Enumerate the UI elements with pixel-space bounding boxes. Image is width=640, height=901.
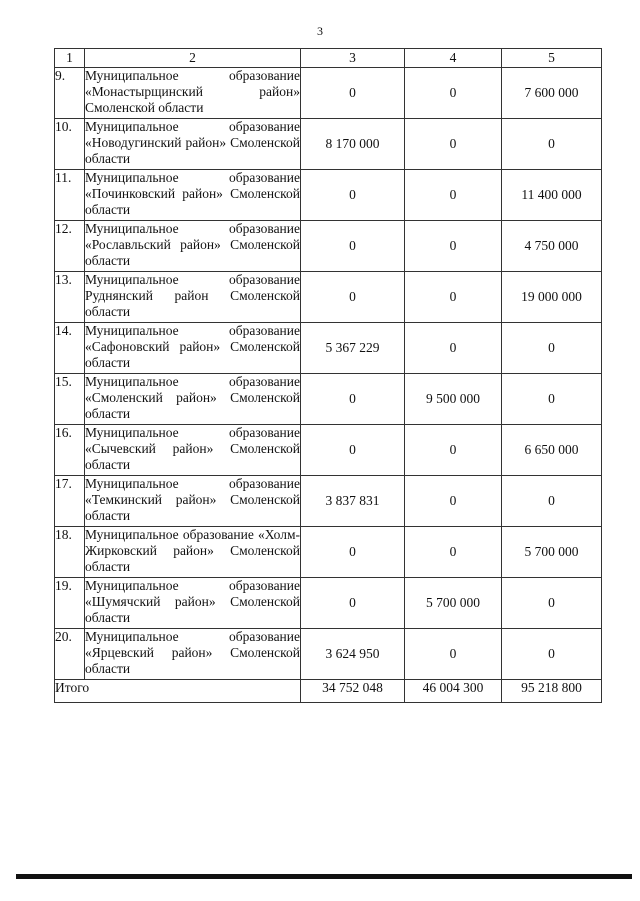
row-number: 10. (55, 119, 85, 170)
value-col-3: 3 837 831 (301, 476, 405, 527)
total-label: Итого (55, 680, 301, 703)
value-col-3: 0 (301, 68, 405, 119)
municipality-name: Муниципальное образование «Починковский район» Смоленской области (85, 170, 301, 221)
row-number: 20. (55, 629, 85, 680)
municipality-name: Муниципальное образование «Шумячский район» Смоленской области (85, 578, 301, 629)
value-col-4: 0 (405, 629, 502, 680)
row-number: 16. (55, 425, 85, 476)
table-row (55, 119, 602, 170)
municipality-name: Муниципальное образование «Темкинский район» Смоленской области (85, 476, 301, 527)
value-col-3: 3 624 950 (301, 629, 405, 680)
value-col-4: 0 (405, 323, 502, 374)
table-row (55, 527, 602, 578)
municipality-name: Муниципальное образование «Монастырщинский район» Смоленской области (85, 68, 301, 119)
value-col-5: 0 (502, 629, 602, 680)
row-number: 19. (55, 578, 85, 629)
row-number: 11. (55, 170, 85, 221)
value-col-5: 0 (502, 374, 602, 425)
column-header-5: 5 (502, 49, 602, 68)
value-col-4: 0 (405, 119, 502, 170)
table-row (55, 425, 602, 476)
row-number: 12. (55, 221, 85, 272)
bottom-rule (16, 874, 632, 879)
table-row (55, 221, 602, 272)
value-col-4: 0 (405, 221, 502, 272)
value-col-4: 0 (405, 170, 502, 221)
row-number: 15. (55, 374, 85, 425)
value-col-5: 4 750 000 (502, 221, 602, 272)
funding-table (54, 48, 602, 703)
value-col-5: 0 (502, 323, 602, 374)
municipality-name: Муниципальное образование Руднянский район Смоленской области (85, 272, 301, 323)
total-col-4: 46 004 300 (405, 680, 502, 703)
value-col-3: 0 (301, 170, 405, 221)
table-row (55, 578, 602, 629)
row-number: 18. (55, 527, 85, 578)
municipality-name: Муниципальное образование «Сафоновский район» Смоленской области (85, 323, 301, 374)
table-row (55, 68, 602, 119)
value-col-3: 0 (301, 578, 405, 629)
row-number: 17. (55, 476, 85, 527)
value-col-3: 8 170 000 (301, 119, 405, 170)
value-col-4: 0 (405, 476, 502, 527)
row-number: 9. (55, 68, 85, 119)
table-row (55, 323, 602, 374)
table-row (55, 629, 602, 680)
value-col-3: 0 (301, 527, 405, 578)
table-row (55, 476, 602, 527)
row-number: 14. (55, 323, 85, 374)
municipality-name: Муниципальное образование «Сычевский район» Смоленской области (85, 425, 301, 476)
value-col-4: 5 700 000 (405, 578, 502, 629)
value-col-5: 11 400 000 (502, 170, 602, 221)
header-row (55, 49, 602, 68)
value-col-5: 0 (502, 578, 602, 629)
total-row (55, 680, 602, 703)
value-col-5: 6 650 000 (502, 425, 602, 476)
value-col-5: 0 (502, 476, 602, 527)
column-header-4: 4 (405, 49, 502, 68)
column-header-2: 2 (85, 49, 301, 68)
page-number: 3 (317, 24, 323, 38)
value-col-4: 9 500 000 (405, 374, 502, 425)
value-col-4: 0 (405, 425, 502, 476)
column-header-1: 1 (55, 49, 85, 68)
municipality-name: Муниципальное образование «Ярцевский район» Смоленской области (85, 629, 301, 680)
municipality-name: Муниципальное образование «Рославльский район» Смоленской области (85, 221, 301, 272)
municipality-name: Муниципальное образование «Холм-Жирковский район» Смоленской области (85, 527, 301, 578)
total-col-3: 34 752 048 (301, 680, 405, 703)
value-col-3: 0 (301, 221, 405, 272)
value-col-4: 0 (405, 272, 502, 323)
value-col-5: 5 700 000 (502, 527, 602, 578)
column-header-3: 3 (301, 49, 405, 68)
value-col-5: 19 000 000 (502, 272, 602, 323)
municipality-name: Муниципальное образование «Смоленский район» Смоленской области (85, 374, 301, 425)
municipality-name: Муниципальное образование «Новодугинский район» Смоленской области (85, 119, 301, 170)
value-col-4: 0 (405, 527, 502, 578)
value-col-3: 0 (301, 272, 405, 323)
table-row (55, 272, 602, 323)
value-col-3: 5 367 229 (301, 323, 405, 374)
value-col-5: 0 (502, 119, 602, 170)
value-col-3: 0 (301, 374, 405, 425)
row-number: 13. (55, 272, 85, 323)
value-col-5: 7 600 000 (502, 68, 602, 119)
table-row (55, 374, 602, 425)
value-col-4: 0 (405, 68, 502, 119)
total-col-5: 95 218 800 (502, 680, 602, 703)
value-col-3: 0 (301, 425, 405, 476)
table-row (55, 170, 602, 221)
